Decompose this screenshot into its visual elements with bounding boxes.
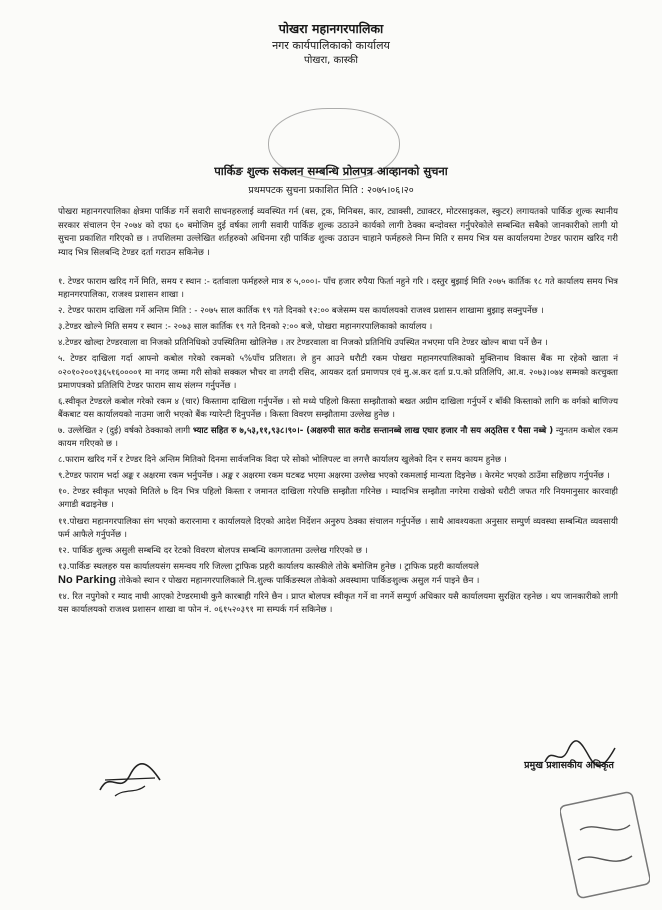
intro-paragraph: पोखरा महानगरपालिका क्षेत्रमा पार्किङ गर्ने सवारी साधनहरुलाई व्यवस्थित गर्न (बस, ट्रक, मिनिबस, कार, ट्याक्सी, ट्याक्टर, मोटरसाइकल, स्कुटर) लगायतको पार्किङ शुल्क स्थानीय सरकार संचालन ऐन २०७४ को दफा ६० बमोजिम दुई वर्षका लागी सवारी पार्किङ शुल्क उठाउने कार्यको लागी ठेक्का बन्दोवस्त गर्नुपरेकोले सम्बन्धित सबैको जानकारीको लागी यो सुचना प्रकाशित गरिएको छ । तपशिलमा उल्लेखित शर्तहरुको अधिनमा रही पार्किङ शुल्क उठाउन चाहाने फर्महरुले निम्न मिति र समय भित्र यस कार्यालयमा टेण्डर फाराम खरिद गरी म्याद भित्र सिलबन्दि टेण्डर दर्ता गराउन सकिनेछ । bbox=[58, 207, 618, 258]
condition-item-13 bbox=[58, 561, 618, 574]
condition-item: २. टेण्डर फाराम दाखिला गर्ने अन्तिम मिति : - २०७५ साल कार्तिक १९ गते दिनको १२:०० बजेसम्म यस कार्यालयको राजश्व प्रशासन शाखामा बुझाइ सक्नुपर्नेछ । bbox=[58, 306, 544, 317]
left-signature bbox=[95, 760, 165, 800]
notice-body bbox=[58, 206, 618, 620]
condition-item: १२. पार्किङ शुल्क असुली सम्बन्धि दर रेटको विवरण बोलपत्र सम्बन्धि कागजातमा उल्लेख गरिएको छ । bbox=[58, 545, 368, 556]
condition-item: ४.टेण्डर खोल्दा टेण्डरवाला वा निजको प्रतिनिधिको उपस्थितिमा खोलिनेछ । तर टेण्डरवाला वा निजको प्रतिनिधि उपस्थित नभएमा पनि टेण्डर खोल्न बाधा पर्ने छैन । bbox=[58, 338, 548, 349]
condition-item: ५. टेण्डर दाखिला गर्दा आफ्नो कबोल गरेको रकमको ५%पाँच प्रतिशत। ले हुन आउने धरौटी रकम पोखरा महानगरपालिकाको मुक्तिनाथ विकास बैंक मा रहेको खाता नं ०२०१०२००१३६५१६००००१ मा नगद जम्मा गरी सोको सक्कल भौचर वा तगदी रसिद, आयकर दर्ता प्रमाणपत्र एवं मु.अ.कर दर्ता प्र.प.को प्रतिलिपि, आ.व. २०७३।०७४ सम्मको करचुक्ता प्रमाणपत्रको प्रतिलिपि टेण्डर फाराम साथ संलग्न गर्नुपर्नेछ । bbox=[58, 354, 618, 391]
letterhead bbox=[0, 20, 662, 68]
officer-designation: प्रमुख प्रशासकीय अधिकृत bbox=[524, 760, 614, 771]
condition-item-13-text: १३.पार्किङ स्थलहरु यस कार्यालयसंग समन्वय गरि जिल्ला ट्राफिक प्रहरी कार्यालय कास्कीले तोके बमोजिम हुनेछ । ट्राफिक प्रहरी कार्यालयले bbox=[58, 561, 479, 572]
condition-item: १४. रित नपुगेको र म्याद नाघी आएको टेण्डरमाथी कुनै कारबाही गरिने छैन । प्राप्त बोलपत्र स्वीकृत गर्ने वा नगर्ने सम्पुर्ण अधिकार यसै कार्यालयमा सुरक्षित रहनेछ । थप जानकारीको लागी यस कार्यालयको राजश्व प्रशासन शाखा वा फोन नं. ०६१५२०३९१ मा सम्पर्क गर्न सकिनेछ । bbox=[58, 591, 618, 616]
condition-item: ८.फाराम खरिद गर्ने र टेण्डर दिने अन्तिम मितिको दिनमा सार्वजनिक विदा परे सोको भोलिपल्ट वा लगत्तै कार्यालय खुलेको दिन र समय कायम हुनेछ । bbox=[58, 455, 507, 466]
office-name: नगर कार्यपालिकाको कार्यालय bbox=[272, 39, 390, 52]
condition-item: ११.पोखरा महानगरपालिका संग भएको करारनामा र कार्यालयले दिएको आदेश निर्देशन अनुरुप ठेक्का संचालन गर्नुपर्नेछ । साथै आवश्यकता अनुसार सम्पुर्ण व्यवस्था सम्बन्धित व्यवसायी फर्म आफैले गर्नुपर्नेछ । bbox=[58, 516, 618, 540]
condition-item-13-continued-text: तोकेको स्थान र पोखरा महानगरपालिकाले नि.शुल्क पार्किङस्थल तोकेको अवस्थामा पार्किङशुल्क असुल गर्न पाइने छैन । bbox=[118, 575, 480, 586]
minimum-bid-amount: भ्याट सहित रु ७,५३,११,९३८।९०।- (अक्षरुपी सात करोड सन्तानब्बे लाख एघार हजार नौ सय अठ्तिस र पैसा नब्बे ) bbox=[192, 425, 554, 436]
org-name: पोखरा महानगरपालिका bbox=[278, 21, 384, 36]
condition-item: ९.टेण्डर फाराम भर्दा अङ्क र अक्षरमा रकम भर्नुपर्नेछ । अङ्क र अक्षरमा रकम घटबढ भएमा अक्षरमा उल्लेख भएको रकमलाई मान्यता दिइनेछ । केरमेट भएको ठाउँमा सहिछाप गर्नुपर्नेछ । bbox=[58, 471, 610, 482]
condition-item: ३.टेण्डर खोल्ने मिति समय र स्थान :- २०७३ साल कार्तिक १९ गते दिनको २:०० बजे, पोखरा महानगरपालिकाको कार्यालय । bbox=[58, 322, 433, 333]
no-parking-label: No Parking bbox=[58, 573, 117, 586]
signature-block bbox=[494, 758, 644, 771]
condition-item: १०. टेण्डर स्वीकृत भएको मितिले ७ दिन भित्र पहिलो किस्ता र जमानत दाखिला गरेपछि सम्झौता गरिनेछ । म्यादभित्र सम्झौता नगरेमा राखेको धरौटी जफत गरि नियमानुसार कारवाही अगाडी बढाइनेछ । bbox=[58, 487, 618, 511]
condition-item-7-text: ७. उल्लेखित २ (दुई) वर्षको ठेक्काको लागी भ्याट सहित रु ७,५३,११,९३८।९०।- (अक्षरुपी सात करोड सन्तानब्बे लाख एघार हजार नौ सय अठ्तिस र पैसा नब्बे ) न्युनतम कबोल रकम कायम गरिएको छ । bbox=[58, 425, 619, 450]
condition-item: ६.स्वीकृत टेण्डरले कबोल गरेको रकम ४ (चार) किस्तामा दाखिला गर्नुपर्नेछ । सो मध्ये पहिलो किस्ता सम्झौताको बखत अग्रीम दाखिला गर्नुपर्ने र बाँकी किस्ताको लागि क वर्गको बाणिज्य बैंकबाट यस कार्यालयको नाउमा जारी भएको बैंक ग्यारेन्टी दिनुपर्नेछ । किस्ता विवरण सम्झौतामा उल्लेख हुनेछ । bbox=[58, 396, 618, 420]
notice-date: प्रथमपटक सुचना प्रकाशित मिति : २०७५।०६।२० bbox=[248, 185, 414, 196]
condition-item-13-continued bbox=[58, 574, 618, 588]
notice-title: पार्किङ शुल्क सकलन सम्बन्धि प्रोलपत्र आव्हानको सुचना bbox=[214, 164, 448, 178]
condition-item-7 bbox=[58, 425, 618, 451]
official-stamp bbox=[560, 790, 650, 900]
office-location: पोखरा, कास्की bbox=[304, 55, 358, 66]
conditions-list bbox=[58, 276, 618, 617]
condition-item: १. टेण्डर फाराम खरिद गर्ने मिति, समय र स्थान :- दर्तावाला फर्महरुले मात्र रु ५,०००।- पाँच हजार रुपैया फिर्ता नहुने गरि । दस्तुर बुझाई मिति २०७५ कार्तिक १८ गते कार्यालय समय भित्र महानगरपालिका, राजश्व प्रशासन शाखा । bbox=[58, 277, 618, 301]
